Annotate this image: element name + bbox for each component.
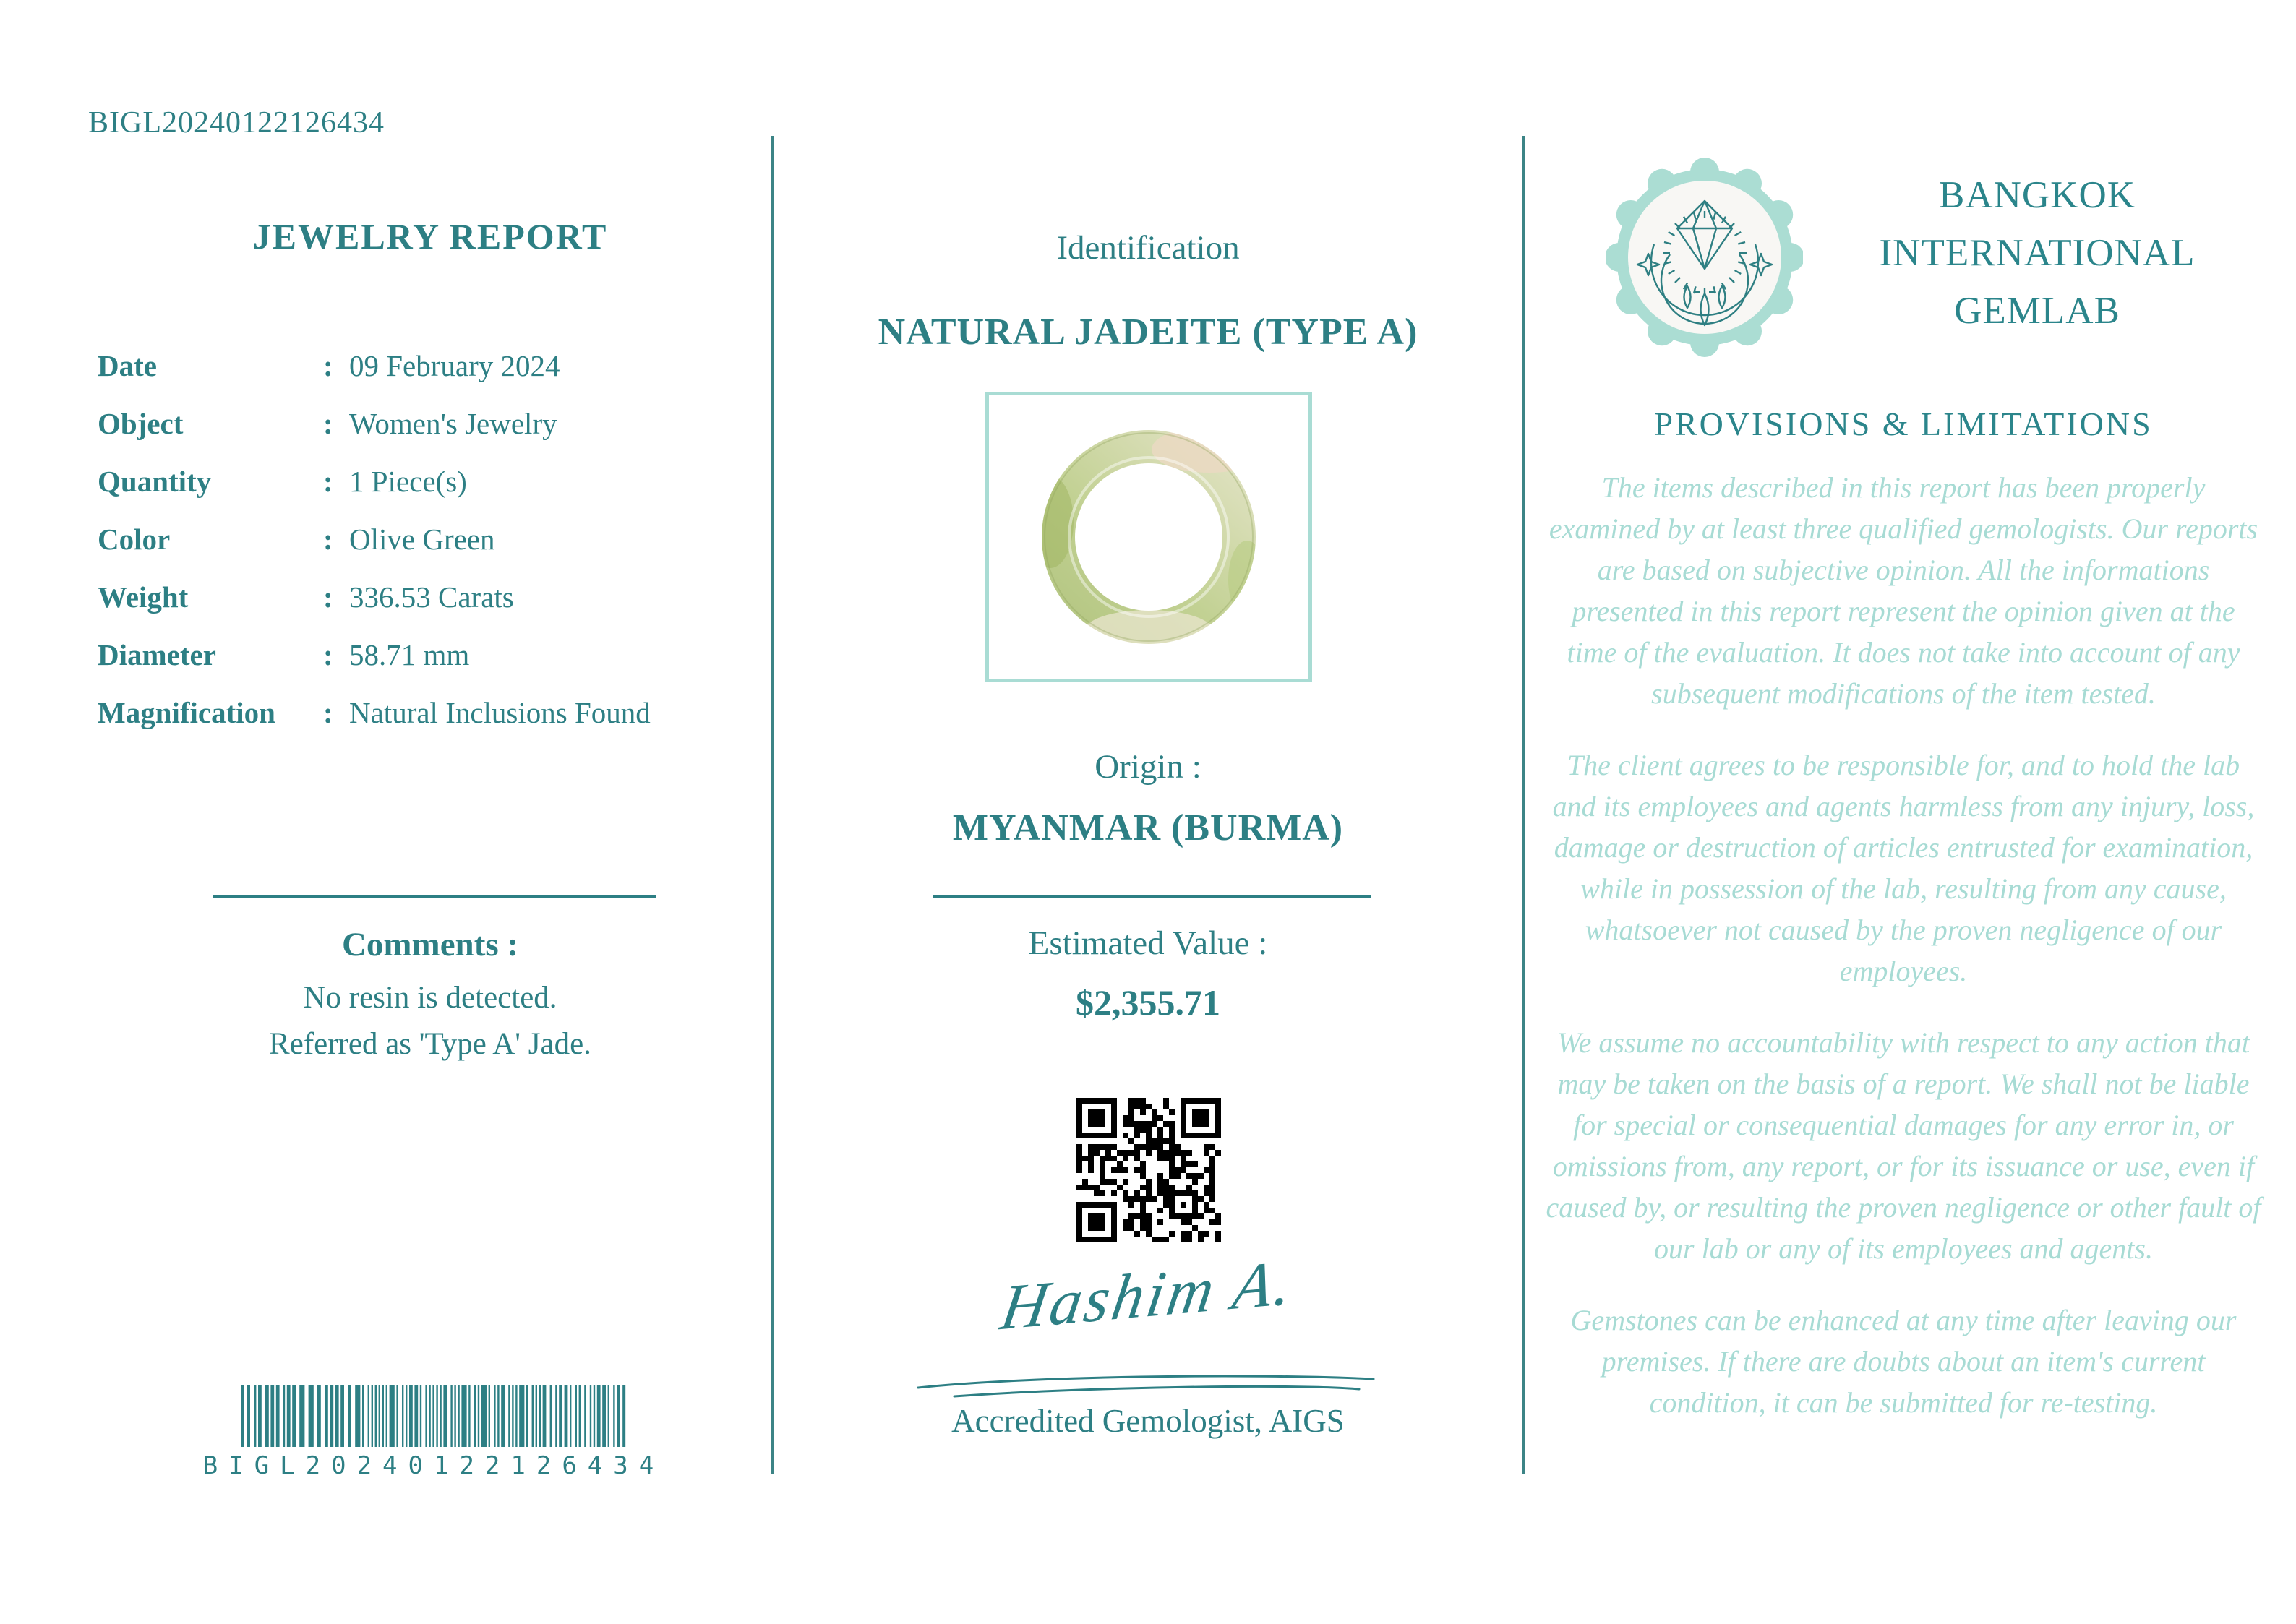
jade-bangle-photo [993,399,1305,675]
field-label: Quantity [98,465,212,498]
field-value: Olive Green [349,523,495,556]
gemologist-signature [844,1247,1452,1344]
qr-code [1075,1096,1222,1244]
field-row-object [98,395,748,452]
field-row-quantity [98,452,748,510]
signature-name: Hashim A. [995,1247,1301,1344]
field-value: Women's Jewelry [349,407,557,440]
identification-result: NATURAL JADEITE (TYPE A) [878,312,1418,353]
lab-name-line: BANGKOK [1939,174,2136,216]
signatory-title: Accredited Gemologist, AIGS [951,1403,1345,1439]
report-number: BIGL20240122126434 [88,106,385,139]
field-label: Date [98,349,157,382]
barcode [181,1385,687,1451]
field-label: Diameter [98,638,216,671]
provisions-paragraph: We assume no accountability with respect to any action that may be taken on the basis of a report. We shall not be liable for special or consequential damages for any error in, or omissions from, any report, or for its issuance or use, even if caused by, or resulting the proven negligence or other fault of our lab or any of its employees and agents. [1546,1026,2261,1265]
identification-heading: Identification [1056,229,1240,267]
comment-line: No resin is detected. [303,981,557,1015]
gemlab-logo-icon [1606,158,1803,357]
estimated-value-label: Estimated Value : [1028,924,1268,962]
field-row-date [98,337,748,395]
comments-divider [213,895,656,898]
field-row-magnification [98,684,748,742]
comment-line: Referred as 'Type A' Jade. [269,1027,591,1061]
field-row-color [98,510,748,568]
field-colon: : [323,638,333,671]
value-divider [933,895,1371,898]
provisions-heading: PROVISIONS & LIMITATIONS [1654,405,2153,442]
field-row-weight [98,568,748,626]
report-title: JEWELRY REPORT [252,216,608,257]
barcode-text: BIGL20240122126434 [202,1451,665,1480]
field-value: 58.71 mm [349,638,470,671]
origin-label: Origin : [1095,748,1201,786]
origin-value: MYANMAR (BURMA) [952,807,1344,848]
lab-name-line: GEMLAB [1954,290,2120,332]
report-fields [98,337,748,742]
item-photo-frame [985,392,1312,682]
lab-name-line: INTERNATIONAL [1879,232,2196,274]
field-label: Weight [98,580,189,614]
lab-name [1813,166,2261,340]
field-label: Color [98,523,171,556]
field-value: Natural Inclusions Found [349,696,651,729]
provisions-paragraph: Gemstones can be enhanced at any time after leaving our premises. If there are doubts about an item's current condition, it can be submitted for re-testing. [1570,1304,2237,1419]
field-colon: : [323,580,333,614]
qr-code-svg [1075,1096,1222,1244]
estimated-value: $2,355.71 [1076,982,1220,1023]
field-colon: : [323,349,333,382]
field-colon: : [323,465,333,498]
field-colon: : [323,696,333,729]
field-value: 1 Piece(s) [349,465,467,498]
field-row-diameter [98,626,748,684]
signature-flourish [911,1370,1388,1402]
field-colon: : [323,407,333,440]
comments-heading: Comments : [341,926,519,963]
field-label: Magnification [98,696,275,729]
field-value: 336.53 Carats [349,580,514,614]
provisions-paragraph: The items described in this report has been properly examined by at least three qualified gemologists. Our reports are based on subjective opinion. All the informations presented in this report represent the opinion given at the time of the evaluation. It does not take into account of any subsequent modifications of the item tested. [1548,471,2258,710]
provisions-paragraph: The client agrees to be responsible for, and to hold the lab and its employees and agents harmless from any injury, loss, damage or destruction of articles entrusted for examination, while in possession of the lab, resulting from any cause, whatsoever not caused by the proven negligence of our employees. [1552,749,2255,987]
field-label: Object [98,407,184,440]
provisions-paragraphs [1546,467,2261,1453]
barcode-bars [237,1385,630,1447]
field-value: 09 February 2024 [349,349,560,382]
field-colon: : [323,523,333,556]
